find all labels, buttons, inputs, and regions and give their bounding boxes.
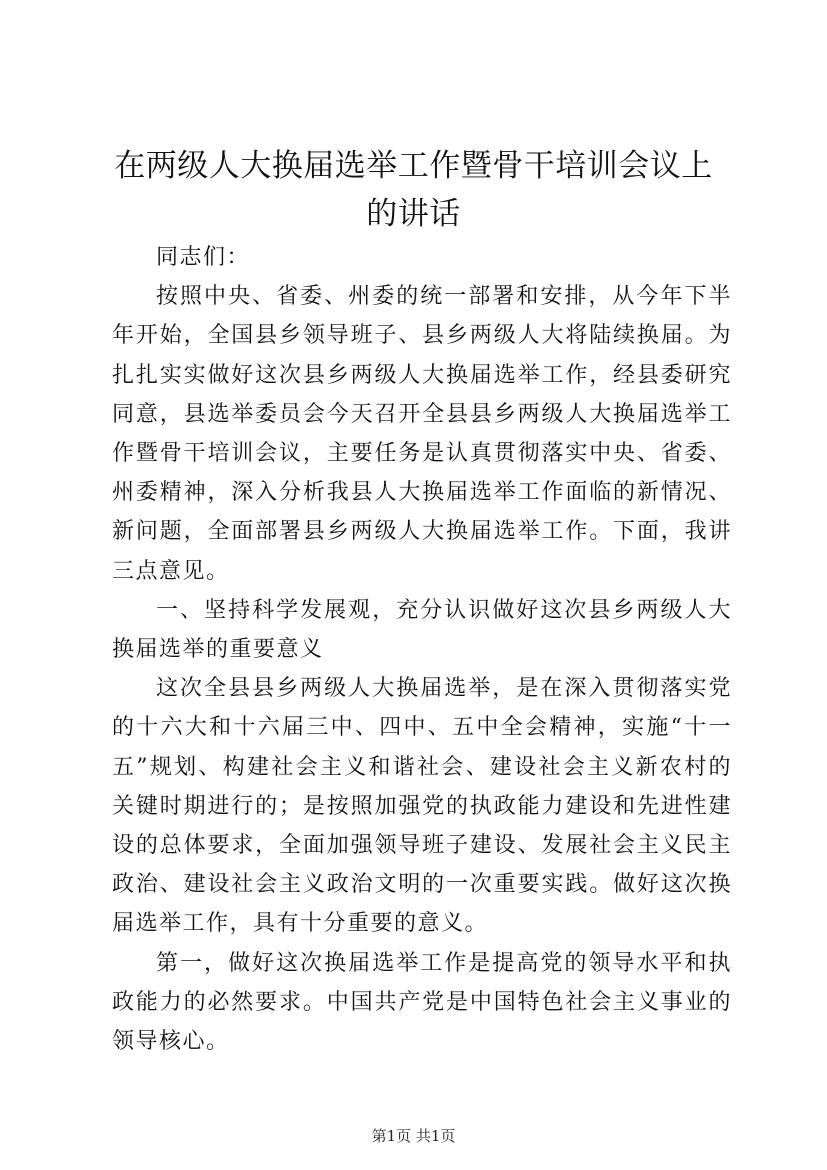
document-body [112, 238, 732, 1061]
page-number-label: 第1页 共1页 [371, 1127, 456, 1145]
salutation-paragraph: 同志们： [156, 245, 251, 270]
page-footer [0, 1126, 827, 1146]
body-paragraph: 第一，做好这次换届选举工作是提高党的领导水平和执政能力的必然要求。中国共产党是中国特色社会主义事业的领导核心。 [112, 950, 732, 1055]
intro-paragraph: 按照中央、省委、州委的统一部署和安排，从今年下半年开始，全国县乡领导班子、县乡两级人大将陆续换届。为扎扎实实做好这次县乡两级人大换届选举工作，经县委研究同意，县选举委员会今天召开全县县乡两级人大换届选举工作暨骨干培训会议，主要任务是认真贯彻落实中央、省委、州委精神，深入分析我县人大换届选举工作面临的新情况、新问题，全面部署县乡两级人大换届选举工作。下面，我讲三点意见。 [112, 284, 732, 584]
document-title: 在两级人大换届选举工作暨骨干培训会议上的讲话 [114, 148, 713, 232]
section-heading-1: 一、坚持科学发展观，充分认识做好这次县乡两级人大换届选举的重要意义 [112, 597, 732, 663]
body-paragraph: 这次全县县乡两级人大换届选举，是在深入贯彻落实党的十六大和十六届三中、四中、五中全会精神，实施“十一五”规划、构建社会主义和谐社会、建设社会主义新农村的关键时期进行的；是按照加强党的执政能力建设和先进性建设的总体要求，全面加强领导班子建设、发展社会主义民主政治、建设社会主义政治文明的一次重要实践。做好这次换届选举工作，具有十分重要的意义。 [112, 676, 732, 937]
